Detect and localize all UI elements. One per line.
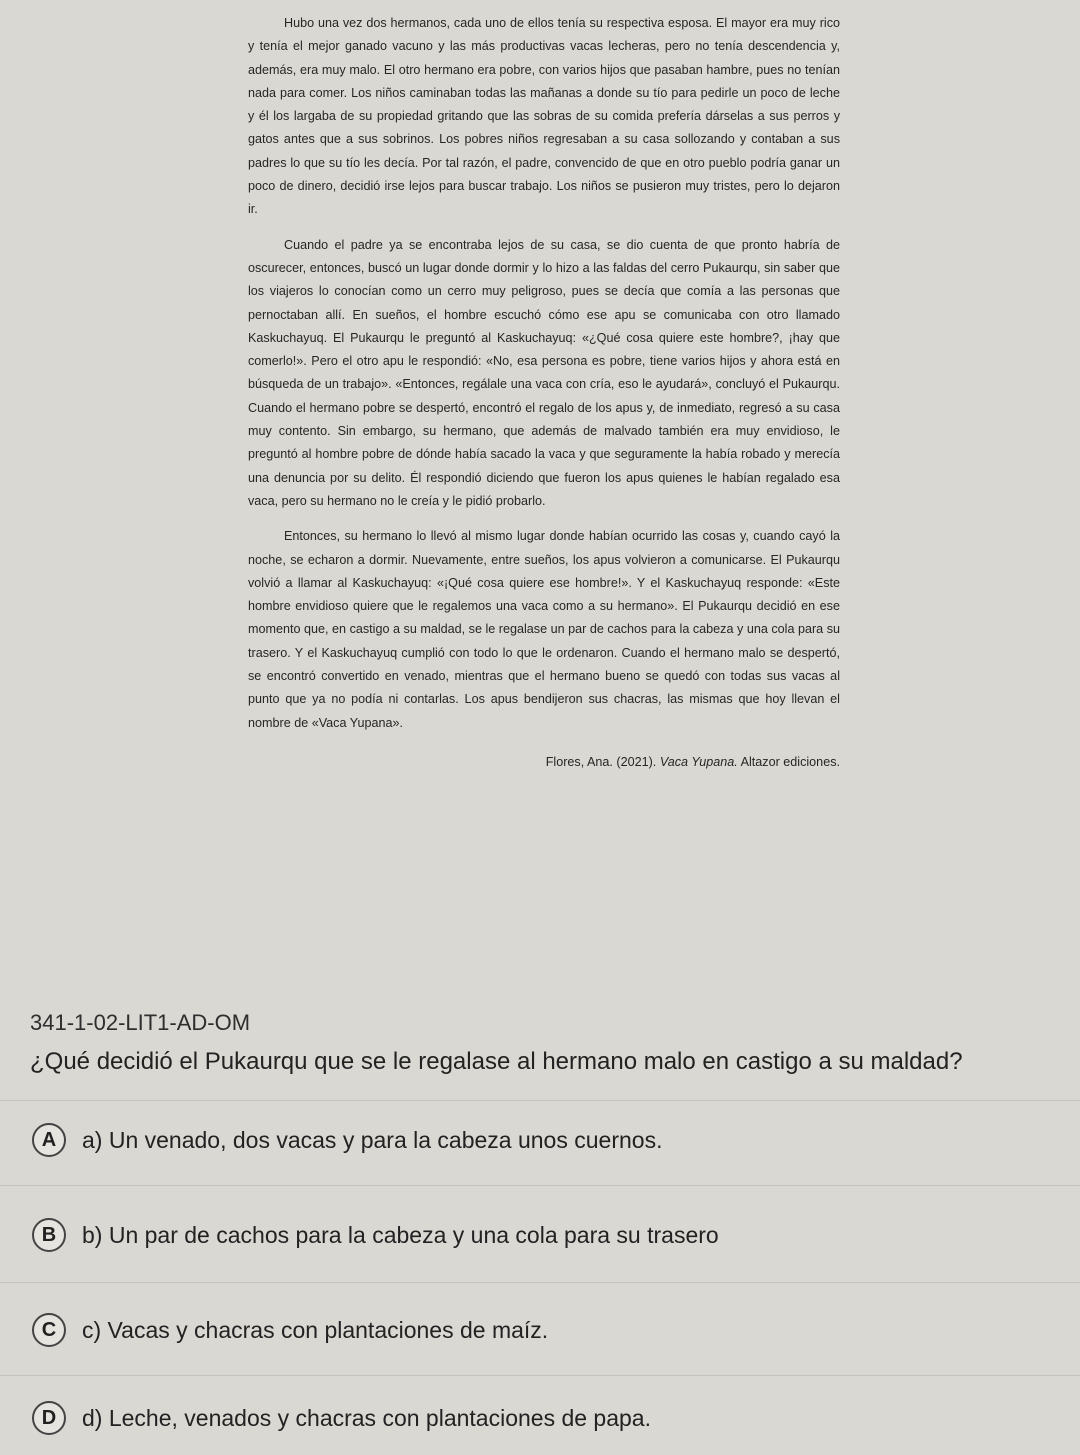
option-d-badge[interactable]: D [32, 1401, 66, 1435]
citation [248, 751, 840, 774]
option-d[interactable] [32, 1398, 1062, 1438]
citation-publisher: Altazor ediciones. [737, 754, 840, 769]
paragraph-2: Cuando el padre ya se encontraba lejos de su casa, se dio cuenta de que pronto habría de oscurecer, entonces, buscó un lugar donde dormir y lo hizo a las faldas del cerro Pukaurqu, sin saber que los viajeros lo conocían como un cerro muy peligroso, pues se decía que comía a las personas que pernoctaban allí. En sueños, el hombre escuchó cómo ese apu se comunicaba con otro llamado Kaskuchayuq. El Pukaurqu le preguntó al Kaskuchayuq: «¿Qué cosa quiere este hombre?, ¡hay que comerlo!». Pero el otro apu le respondió: «No, esa persona es pobre, tiene varios hijos y ahora está en búsqueda de un trabajo». «Entonces, regálale una vaca con cría, eso le ayudará», concluyó el Pukaurqu. Cuando el hermano pobre se despertó, encontró el regalo de los apus y, de inmediato, regresó a su casa muy contento. Sin embargo, su hermano, que además de malvado también era muy envidioso, le preguntó al hombre pobre de dónde había sacado la vaca y que seguramente la había robado y merecía una denuncia por su delito. Él respondió diciendo que fueron los apus quienes le habían regalado esa vaca, pero su hermano no le creía y le pidió probarlo. [248, 237, 840, 508]
question-code: 341-1-02-LIT1-AD-OM [30, 1010, 251, 1035]
option-b[interactable] [32, 1215, 1062, 1255]
option-b-text[interactable]: b) Un par de cachos para la cabeza y una cola para su trasero [82, 1221, 719, 1248]
paragraph-3: Entonces, su hermano lo llevó al mismo lugar donde habían ocurrido las cosas y, cuando cayó la noche, se echaron a dormir. Nuevamente, entre sueños, los apus volvieron a comunicarse. El Pukaurqu volvió a llamar al Kaskuchayuq: «¡Qué cosa quiere ese hombre!». Y el Kaskuchayuq responde: «Este hombre envidioso quiere que le regalemos una vaca como a su hermano». El Pukaurqu decidió en ese momento que, en castigo a su maldad, se le regalase un par de cachos para la cabeza y una cola para su trasero. Y el Kaskuchayuq cumplió con todo lo que le ordenaron. Cuando el hermano malo se despertó, se encontró convertido en venado, mientras que el hermano bueno se quedó con todas sus vacas al punto que ya no podía ni contarlas. Los apus bendijeron sus chacras, las mismas que hoy llevan el nombre de «Vaca Yupana». [248, 529, 840, 730]
option-b-badge[interactable]: B [32, 1218, 66, 1252]
reading-passage [248, 12, 840, 786]
question-text: ¿Qué decidió el Pukaurqu que se le regalase al hermano malo en castigo a su maldad? [30, 1048, 963, 1075]
divider [0, 1185, 1080, 1186]
option-a-badge[interactable]: A [32, 1123, 66, 1157]
option-a-text[interactable]: a) Un venado, dos vacas y para la cabeza unos cuernos. [82, 1126, 663, 1153]
citation-title: Vaca Yupana. [659, 754, 738, 769]
divider [0, 1282, 1080, 1283]
paragraph-1: Hubo una vez dos hermanos, cada uno de ellos tenía su respectiva esposa. El mayor era muy rico y tenía el mejor ganado vacuno y las más productivas vacas lecheras, pero no tenía descendencia y, además, era muy malo. El otro hermano era pobre, con varios hijos que pasaban hambre, pues no tenían nada para comer. Los niños caminaban todas las mañanas a donde su tío para pedirle un poco de leche y él los largaba de su propiedad gritando que las sobras de su comida prefería dárselas a sus perros y gatos antes que a sus sobrinos. Los pobres niños regresaban a su casa sollozando y contaban a sus padres lo que su tío les decía. Por tal razón, el padre, convencido de que en otro pueblo podría ganar un poco de dinero, decidió irse lejos para buscar trabajo. Los niños se pusieron muy tristes, pero lo dejaron ir. [248, 16, 840, 217]
divider [0, 1375, 1080, 1376]
option-c-text[interactable]: c) Vacas y chacras con plantaciones de maíz. [82, 1316, 549, 1343]
divider [0, 1100, 1080, 1101]
option-c[interactable] [32, 1310, 1062, 1350]
citation-author: Flores, Ana. (2021). [545, 754, 660, 769]
option-c-badge[interactable]: C [32, 1313, 66, 1347]
option-d-text[interactable]: d) Leche, venados y chacras con plantaciones de papa. [82, 1404, 651, 1431]
option-a[interactable] [32, 1120, 1062, 1160]
